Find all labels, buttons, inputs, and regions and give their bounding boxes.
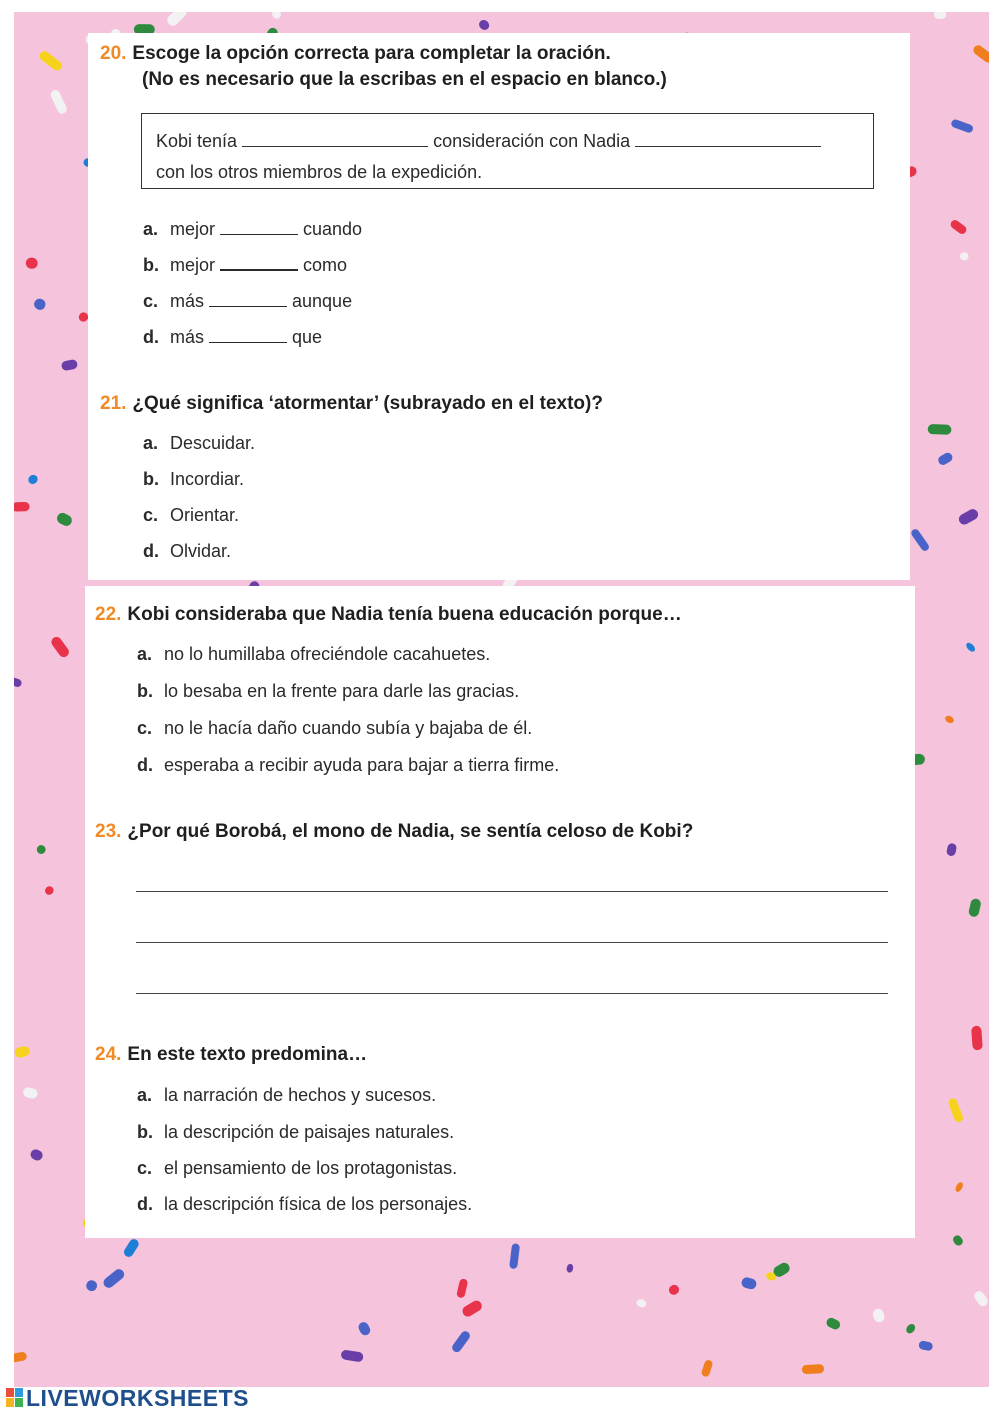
- sprinkle: [910, 528, 931, 553]
- sprinkle: [944, 714, 955, 724]
- option-text: lo besaba en la frente para darle las gracias.: [164, 681, 520, 701]
- sprinkle: [701, 1359, 714, 1378]
- sprinkle: [566, 1263, 574, 1273]
- sprinkle: [32, 297, 47, 312]
- option-word-before: mejor: [170, 255, 216, 275]
- option-text: el pensamiento de los protagonistas.: [164, 1158, 458, 1178]
- liveworksheets-logo-icon: [6, 1388, 24, 1408]
- sprinkle: [954, 1181, 964, 1193]
- sprinkle: [271, 12, 282, 20]
- option-text: Orientar.: [170, 505, 240, 525]
- sprinkle: [26, 473, 39, 486]
- sprinkle: [934, 12, 947, 19]
- option-word-after: que: [292, 327, 323, 347]
- option-21-c[interactable]: [143, 504, 239, 526]
- sprinkle: [357, 1320, 372, 1337]
- sprinkle: [14, 676, 23, 688]
- option-letter: c.: [143, 291, 159, 311]
- sprinkle: [38, 49, 64, 72]
- sprinkle: [49, 88, 68, 115]
- sprinkle: [965, 641, 977, 653]
- sprinkle: [340, 1349, 364, 1362]
- option-letter: a.: [137, 1085, 153, 1105]
- option-word-after: aunque: [292, 291, 353, 311]
- sprinkle: [872, 1307, 886, 1323]
- option-letter: b.: [143, 469, 159, 489]
- option-text: Descuidar.: [170, 433, 256, 453]
- sprinkle: [101, 1267, 126, 1290]
- option-blank: [209, 305, 287, 307]
- question-text-line-1: Escoge la opción correcta para completar la oración.: [132, 43, 611, 64]
- sprinkle: [165, 12, 189, 28]
- answer-line-3[interactable]: [136, 993, 888, 994]
- option-letter: c.: [143, 505, 159, 525]
- option-text: Olvidar.: [170, 541, 232, 561]
- sprinkle: [937, 451, 955, 467]
- question-text: Kobi consideraba que Nadia tenía buena educación porque…: [127, 604, 682, 625]
- option-blank: [209, 341, 287, 343]
- sprinkle: [972, 1289, 989, 1308]
- sentence-blank-1[interactable]: [242, 146, 428, 147]
- option-21-d[interactable]: [143, 540, 231, 562]
- option-letter: c.: [137, 718, 153, 738]
- option-20-d[interactable]: [143, 326, 322, 348]
- option-letter: b.: [137, 681, 153, 701]
- option-22-a[interactable]: [137, 643, 490, 665]
- option-20-c[interactable]: [143, 290, 352, 312]
- sprinkle: [960, 252, 969, 261]
- option-text: la narración de hechos y sucesos.: [164, 1085, 437, 1105]
- question-number: 24.: [95, 1044, 122, 1065]
- sprinkle: [971, 1026, 983, 1051]
- option-letter: a.: [143, 219, 159, 239]
- sprinkle: [947, 1097, 964, 1123]
- option-letter: a.: [143, 433, 159, 453]
- sprinkle: [84, 1278, 99, 1293]
- sprinkle: [55, 511, 74, 528]
- question-card-2: [85, 586, 915, 1238]
- question-23-prompt: [95, 819, 693, 845]
- question-number: 23.: [95, 821, 122, 842]
- option-24-d[interactable]: [137, 1193, 472, 1215]
- option-20-b[interactable]: [143, 254, 347, 276]
- sprinkle: [946, 843, 957, 857]
- sprinkle: [957, 507, 980, 526]
- sprinkle: [635, 1298, 647, 1308]
- question-21-prompt: [100, 391, 603, 417]
- question-24-prompt: [95, 1042, 367, 1068]
- sprinkle: [918, 1340, 933, 1351]
- sprinkle: [122, 1237, 140, 1258]
- option-word-before: mejor: [170, 219, 216, 239]
- sprinkle: [25, 257, 38, 269]
- option-letter: d.: [137, 755, 153, 775]
- option-word-after: como: [303, 255, 348, 275]
- option-24-a[interactable]: [137, 1084, 436, 1106]
- question-text: ¿Por qué Borobá, el mono de Nadia, se sentía celoso de Kobi?: [127, 821, 694, 842]
- option-letter: b.: [143, 255, 159, 275]
- sprinkle: [951, 1234, 964, 1248]
- sentence-blank-2[interactable]: [635, 146, 821, 147]
- footer: [6, 1385, 249, 1411]
- option-text: esperaba a recibir ayuda para bajar a tierra firme.: [164, 755, 560, 775]
- option-22-b[interactable]: [137, 680, 519, 702]
- option-24-c[interactable]: [137, 1157, 457, 1179]
- option-text: no lo humillaba ofreciéndole cacahuetes.: [164, 644, 491, 664]
- sprinkle: [14, 1045, 31, 1058]
- sentence-part-1: Kobi tenía: [156, 131, 238, 151]
- option-word-before: más: [170, 291, 205, 311]
- option-22-d[interactable]: [137, 754, 559, 776]
- brand-name: LIVEWORKSHEETS: [26, 1384, 249, 1411]
- option-letter: c.: [137, 1158, 153, 1178]
- question-text: En este texto predomina…: [127, 1044, 368, 1065]
- option-letter: a.: [137, 644, 153, 664]
- question-text-line-2: (No es necesario que la escribas en el espacio en blanco.): [142, 69, 667, 90]
- sprinkle: [36, 844, 47, 855]
- option-letter: b.: [137, 1122, 153, 1142]
- question-text: ¿Qué significa ‘atormentar’ (subrayado en el texto)?: [132, 393, 603, 414]
- option-blank: [220, 233, 298, 235]
- option-21-a[interactable]: [143, 432, 255, 454]
- sprinkle: [14, 1351, 27, 1363]
- answer-line-2[interactable]: [136, 942, 888, 943]
- sprinkle: [971, 43, 989, 64]
- option-22-c[interactable]: [137, 717, 532, 739]
- sprinkle: [950, 118, 974, 133]
- sprinkle: [509, 1243, 520, 1269]
- question-number: 20.: [100, 43, 127, 64]
- sentence-box: [141, 113, 874, 189]
- sprinkle: [22, 1086, 39, 1100]
- question-number: 21.: [100, 393, 127, 414]
- sprinkle: [740, 1276, 757, 1290]
- option-21-b[interactable]: [143, 468, 244, 490]
- question-20-prompt: [100, 41, 667, 93]
- sprinkle: [667, 1283, 681, 1296]
- sprinkle: [43, 885, 55, 897]
- option-letter: d.: [143, 327, 159, 347]
- option-word-after: cuando: [303, 219, 363, 239]
- sprinkle: [477, 18, 491, 32]
- sprinkle: [29, 1148, 44, 1162]
- option-text: Incordiar.: [170, 469, 245, 489]
- option-word-before: más: [170, 327, 205, 347]
- answer-line-1[interactable]: [136, 891, 888, 892]
- sprinkle: [802, 1364, 825, 1374]
- sprinkle: [49, 635, 71, 659]
- question-card-1: [88, 33, 910, 580]
- option-blank: [220, 268, 298, 271]
- sprinkle: [968, 898, 982, 918]
- sprinkle: [450, 1329, 471, 1354]
- sentence-part-3: con los otros miembros de la expedición.: [156, 162, 483, 182]
- sprinkle: [456, 1278, 468, 1299]
- option-text: no le hacía daño cuando subía y bajaba de él.: [164, 718, 533, 738]
- sprinkle: [61, 359, 78, 371]
- sprinkle: [904, 1322, 916, 1335]
- sprinkle: [928, 424, 952, 435]
- question-22-prompt: [95, 602, 682, 628]
- sprinkle: [949, 218, 968, 235]
- option-20-a[interactable]: [143, 218, 362, 240]
- question-number: 22.: [95, 604, 122, 625]
- option-letter: d.: [137, 1194, 153, 1214]
- option-text: la descripción de paisajes naturales.: [164, 1122, 455, 1142]
- sprinkle: [825, 1316, 842, 1331]
- option-text: la descripción física de los personajes.: [164, 1194, 473, 1214]
- sprinkle: [460, 1299, 483, 1319]
- sentence-part-2: consideración con Nadia: [433, 131, 631, 151]
- option-24-b[interactable]: [137, 1121, 454, 1143]
- option-letter: d.: [143, 541, 159, 561]
- sprinkle: [14, 502, 30, 512]
